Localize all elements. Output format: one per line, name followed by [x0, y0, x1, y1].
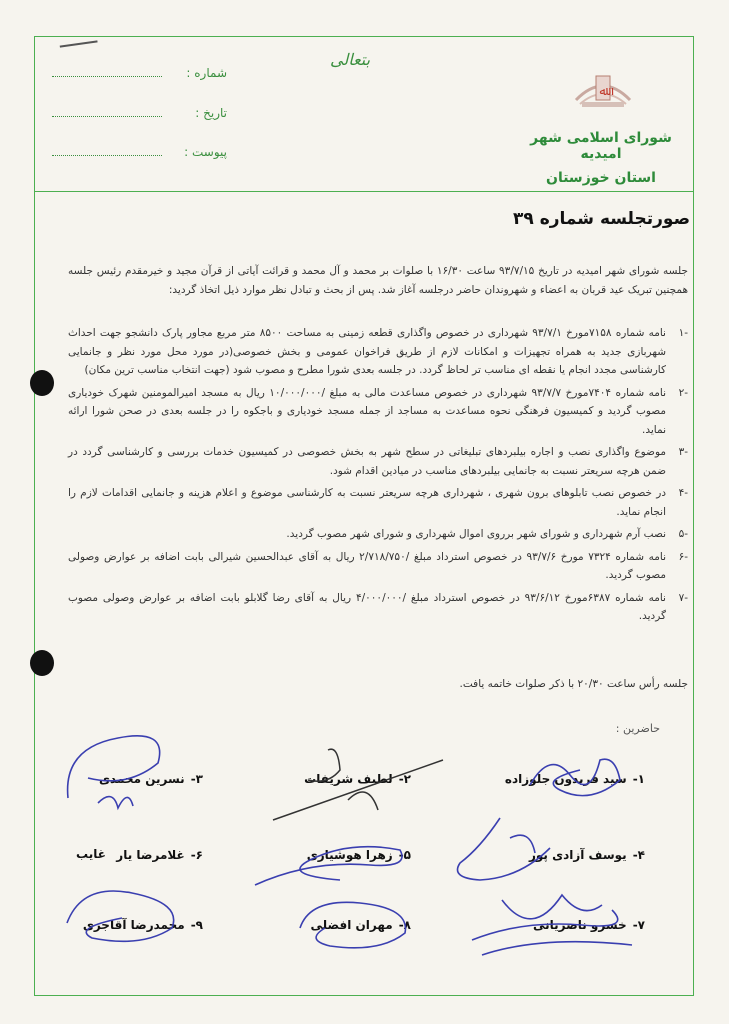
- letter-date-field: [52, 106, 227, 128]
- item-number: -۶: [678, 550, 688, 563]
- punch-hole-icon: [30, 650, 54, 676]
- closing-line: جلسه رأس ساعت ۲۰/۳۰ با ذکر صلوات خاتمه یافت.: [459, 678, 688, 690]
- date-label: تاریخ :: [195, 106, 227, 120]
- signatory-name: زهرا هوشیاری: [306, 848, 393, 862]
- item-number: -۷: [678, 591, 688, 604]
- list-item: [68, 384, 688, 440]
- list-item: [68, 589, 688, 626]
- attachment-label: پیوست :: [184, 145, 227, 159]
- signature-8-scribble: [290, 888, 420, 958]
- item-text: در خصوص نصب تابلوهای برون شهری ، شهرداری هرچه سریعتر نسبت به کارشناسی موضوع و اعلام هزینه و جانمایی اقدامات لازم را انجام نماید.: [68, 487, 666, 518]
- number-dotted-line: [52, 76, 162, 77]
- council-name: شورای اسلامی شهر امیدیه: [530, 130, 672, 162]
- item-number: -۳: [678, 446, 688, 458]
- signatory-name: سید فریدون جلوزاده: [504, 772, 627, 786]
- signatory-name: نسرین محمدی: [98, 772, 185, 786]
- item-number: -۴: [678, 487, 688, 499]
- item-number: -۲: [678, 386, 688, 399]
- council-emblem-icon: [570, 62, 636, 112]
- signatory-number: ۸-: [398, 918, 411, 932]
- list-item: [68, 525, 688, 544]
- signatory-number: ۴-: [632, 848, 645, 862]
- signatory-number: ۶-: [190, 848, 203, 862]
- signatory-6: [116, 848, 203, 862]
- attachment-dotted-line: [52, 155, 162, 156]
- signatory-number: ۳-: [190, 772, 203, 786]
- resolution-list: [68, 324, 688, 630]
- signature-7-scribble: [462, 880, 642, 965]
- signature-3-scribble: [58, 718, 178, 818]
- signatory-name: یوسف آزادی پور: [528, 848, 627, 862]
- signatory-number: ۲-: [398, 772, 411, 786]
- signatory-number: ۷-: [632, 918, 645, 932]
- signatory-number: ۹-: [190, 918, 203, 932]
- signatory-name: محمدرضا آقاجری: [82, 918, 185, 932]
- list-item: [68, 548, 688, 585]
- letter-number-field: [52, 66, 227, 88]
- signature-1-scribble: [520, 745, 630, 810]
- intro-paragraph: [68, 262, 688, 300]
- item-number: -۵: [678, 528, 688, 540]
- item-text: نامه شماره ۷۱۵۸مورخ ۹۳/۷/۱ شهرداری در خصوص واگذاری قطعه زمینی به مساحت ۸۵۰۰ متر مربع مجاور پارک دانشجو جهت احداث شهربازی جدید به همراه تجهیزات و امکانات لازم از طریق فراخوان عمومی و بخش خصوصی(در مورد محل مورد نظر و جانمایی کارشناسی مجدد انجام یا نقطه ای مناسب تر لحاظ گردد. در جلسه بعدی شورا مطرح و مصوب شود (جهت انتخاب مناسب ترین مکان): [68, 327, 666, 376]
- signatory-name: مهران افضلی: [310, 918, 393, 932]
- list-item: [68, 484, 688, 521]
- item-text: نامه شماره ۶۳۸۷مورخ ۹۳/۶/۱۲ در خصوص استرداد مبلغ /۴/۰۰۰/۰۰۰ ریال به آقای رضا گلابلو بابت اضافه بر عوارض وصولی مصوب گردید.: [68, 591, 666, 622]
- item-number: -۱: [678, 327, 688, 339]
- besmellah-heading: بتعالی: [330, 50, 371, 69]
- item-text: نامه شماره ۷۴۰۴مورخ ۹۳/۷/۷ شهرداری در خصوص مساعدت مالی به مبلغ /۱۰/۰۰۰/۰۰۰ ریال به مسجد امیرالمومنین شهرک خودیاری مصوب گردید و کمیسیون فرهنگی نحوه مساعدت به مساجد از جمله مسجد خودیاری و باجکوه را در جلسه بعدی در صحن شورا ارائه نماید.: [68, 386, 666, 436]
- signatory-name: لطیف شریفات: [304, 772, 393, 786]
- letter-attachment-field: [52, 145, 227, 167]
- signature-2-scribble: [268, 740, 448, 830]
- item-text: موضوع واگذاری نصب و اجاره بیلبردهای تبلیغاتی در سطح شهر به بخش خصوصی در کمیسیون خدمات بررسی و کارشناسی گردد در ضمن هرچه سریعتر نسبت به جانمایی بیلبردهای مناسب در میادین اقدام شود.: [68, 446, 666, 477]
- council-heading: [520, 130, 682, 186]
- header-divider: [34, 191, 694, 192]
- svg-text:ﷲ: ﷲ: [599, 84, 607, 98]
- present-label: حاضرین :: [615, 722, 660, 735]
- list-item: [68, 324, 688, 380]
- signature-4-scribble: [440, 808, 570, 888]
- item-text: نصب آرم شهرداری و شورای شهر برروی اموال شهرداری و شورای شهر مصوب گردید.: [286, 528, 666, 540]
- signatory-name: غلامرضا یار: [116, 848, 185, 862]
- signatory-name: خسرو ناصریانی: [532, 918, 627, 932]
- item-text: نامه شماره ۷۳۲۴ مورخ ۹۳/۷/۶ در خصوص استرداد مبلغ /۲/۷۱۸/۷۵۰ ریال به آقای عبدالحسین شیرالی بابت اضافه بر عوارض وصولی مصوب گردید.: [68, 550, 666, 581]
- absent-note: غایب: [76, 847, 106, 861]
- date-dotted-line: [52, 116, 162, 117]
- province-name: استان خوزستان: [546, 170, 656, 186]
- intro-text: جلسه شورای شهر امیدیه در تاریخ ۹۳/۷/۱۵ ساعت ۱۶/۳۰ با صلوات بر محمد و آل محمد و قرائت آیاتی از قرآن مجید و خیرمقدم رئیس جلسه همچنین تبریک عید قربان به اعضاء و شهروندان حاضر درجلسه آغاز شد. پس از بحث و تبادل نظر موارد ذیل اتخاذ گردید:: [68, 265, 689, 296]
- signatory-number: ۱-: [632, 772, 645, 786]
- number-label: شماره :: [186, 66, 227, 80]
- signatory-number: ۵-: [398, 848, 411, 862]
- signature-9-scribble: [62, 878, 192, 953]
- page-title: صورتجلسه شماره ۳۹: [513, 209, 690, 229]
- punch-hole-icon: [30, 370, 54, 396]
- list-item: [68, 443, 688, 480]
